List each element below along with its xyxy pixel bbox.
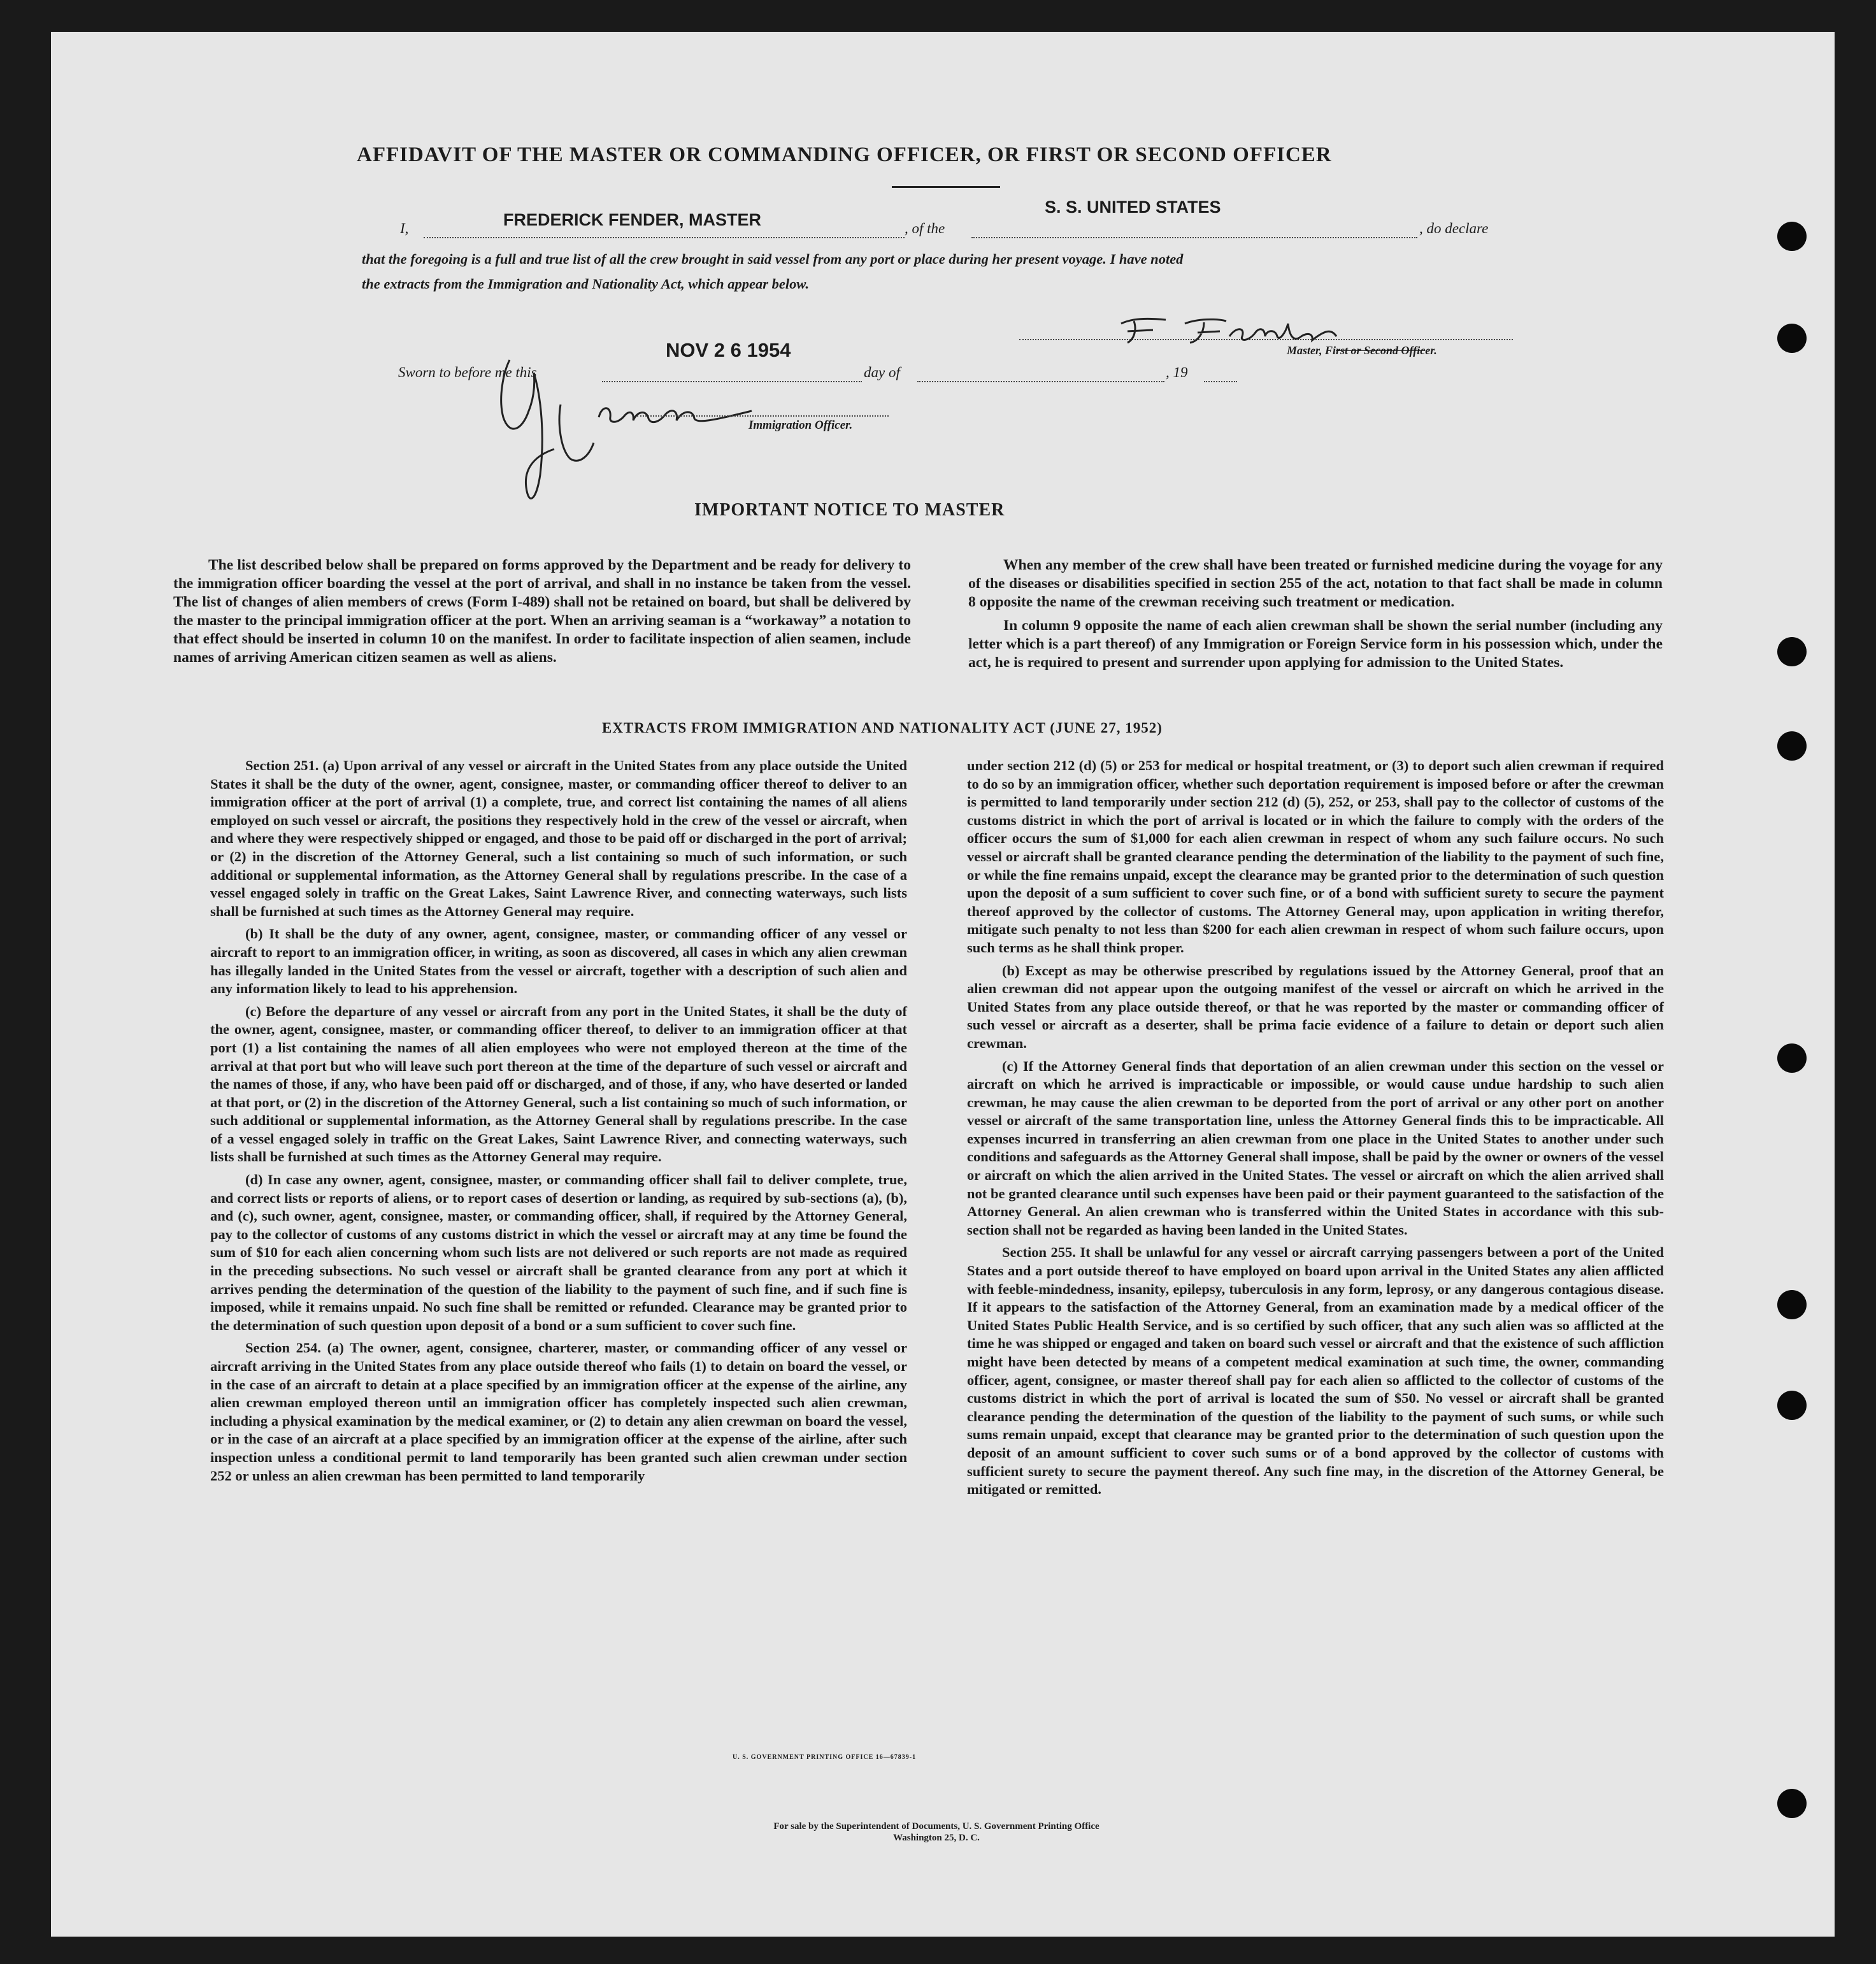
sale-line-1: For sale by the Superintendent of Documents, U. S. Government Printing Office bbox=[773, 1821, 1099, 1831]
master-signature bbox=[1108, 305, 1338, 349]
affidavit-title: AFFIDAVIT OF THE MASTER OR COMMANDING OFFICER, OR FIRST OR SECOND OFFICER bbox=[357, 143, 1332, 166]
section-paragraph: Section 251. (a) Upon arrival of any vessel or aircraft in the United States from any place outside the United States it shall be the duty of the owner, agent, consignee, master, or commanding officer thereof to deliver to an immigration officer at the port of arrival (1) a complete, true, and correct list containing the names of all aliens employed on such vessel or aircraft, the positions they respectively hold in the crew of the vessel or aircraft, when and where they were respectively shipped or engaged, and those to be paid off or discharged in the port of arrival; or (2) in the discretion of the Attorney General, such a list containing so much of such information, or such additional or supplemental information, as the Attorney General shall by regulations prescribe. In the case of a vessel engaged solely in traffic on the Great Lakes, Saint Lawrence River, and connecting waterways, such lists shall be furnished at such times as the Attorney General may require. bbox=[210, 757, 907, 919]
punch-hole bbox=[1777, 637, 1807, 666]
section-paragraph: (b) Except as may be otherwise prescribed by regulations issued by the Attorney General, proof that an alien crewman did not appear upon the outgoing manifest of the vessel or aircraft on which he arrived in the United States from any place outside thereof, or that he was reported by the master or commanding officer of such vessel or aircraft as a deserter, shall be prima facie evidence of a failure to detain or deport such alien crewman. bbox=[967, 962, 1664, 1051]
officer-signature bbox=[484, 347, 758, 513]
punch-hole bbox=[1777, 1290, 1807, 1319]
master-caption-a: Master, Fi bbox=[1287, 344, 1336, 357]
extracts-title: EXTRACTS FROM IMMIGRATION AND NATIONALITY ACT (JUNE 27, 1952) bbox=[602, 720, 1163, 736]
sale-notice bbox=[675, 1821, 1198, 1844]
section-paragraph: (b) It shall be the duty of any owner, agent, consignee, master, or commanding officer of any vessel or aircraft to report to an immigration officer, in writing, as soon as discovered, all cases in which any alien crewman has illegally landed in the United States from the vessel or aircraft, together with a description of such alien and any information likely to lead to his apprehension. bbox=[210, 926, 907, 997]
punch-hole bbox=[1777, 1043, 1807, 1073]
title-rule bbox=[892, 186, 1000, 188]
notice-right-column bbox=[968, 556, 1663, 677]
punch-hole bbox=[1777, 324, 1807, 353]
section-paragraph: under section 212 (d) (5) or 253 for medical or hospital treatment, or (3) to deport such alien crewman if required to do so by an immigration officer, whether such deportation requirement is imposed before or after the crewman is permitted to land temporarily under section 212 (d) (5), 252, or 253, shall pay to the collector of customs of the customs district in which the port of arrival is located or in which the failure to comply with the orders of the officer occurs the sum of $1,000 for each alien crewman in respect of whom any such failure occurs. No such vessel or aircraft shall be granted clearance pending the determination of the liability to the payment of such fine, or while the fine remains unpaid, except the clearance may be granted prior to the determination of such question upon the deposit of a sum sufficient to cover such fine, or of a bond with sufficient surety to secure the payment thereof approved by the collector of customs. The Attorney General may, upon application in writing therefor, mitigate such penalty to not less than $200 for each alien crewman in respect of whom such failure occurs, upon such terms as he shall think proper. bbox=[967, 757, 1664, 956]
of-the-label: , of the bbox=[905, 220, 945, 236]
extracts-left-column bbox=[210, 757, 907, 1489]
master-caption-strike: rst or Second Offic bbox=[1336, 344, 1426, 357]
section-paragraph: Section 254. (a) The owner, agent, consignee, charterer, master, or commanding officer of any vessel or aircraft arriving in the United States from any place outside thereof who fails (1) to detain on board the vessel, or in the case of an aircraft to detain at a place specified by an immigration officer at the expense of the airline, any alien crewman employed thereon until an immigration officer has completely inspected such alien crewman, including a physical examination by the medical examiner, or (2) to detain any alien crewman on board the vessel, or in the case of an aircraft at a place specified by an immigration officer at the expense of the airline, after such inspection unless a conditional permit to land temporarily has been granted such alien crewman under section 252 or unless an alien crewman has been permitted to land temporarily bbox=[210, 1340, 907, 1484]
notice-paragraph: The list described below shall be prepared on forms approved by the Department and be ready for delivery to the immigration officer boarding the vessel at the port of arrival, and shall in no instance be taken from the vessel. The list of changes of alien members of crews (Form I-489) shall not be retained on board, but shall be delivered by the master to the principal immigration officer at the port. When an arriving seaman is a “workaway” a notation to that effect should be inserted in column 10 on the manifest. In order to facilitate inspection of alien seamen, include names of arriving American citizen seamen as well as aliens. bbox=[173, 557, 911, 666]
master-caption bbox=[1287, 344, 1437, 357]
year-label: , 19 bbox=[1166, 364, 1188, 380]
notice-title: IMPORTANT NOTICE TO MASTER bbox=[694, 500, 1005, 520]
vessel-name-field[interactable]: S. S. UNITED STATES bbox=[1045, 197, 1221, 217]
affidavit-prefix: I, bbox=[400, 220, 409, 236]
punch-hole bbox=[1777, 222, 1807, 251]
master-name-field[interactable]: FREDERICK FENDER, MASTER bbox=[503, 210, 762, 229]
notice-paragraph: In column 9 opposite the name of each alien crewman shall be shown the serial number (including any letter which is a part thereof) of any Immigration or Foreign Service form in his possession which, under the act, he is required to present and surrender upon applying for admission to the United States. bbox=[968, 617, 1663, 671]
name-field-line bbox=[424, 237, 905, 238]
master-caption-b: er. bbox=[1425, 344, 1437, 357]
affidavit-statement: that the foregoing is a full and true list of all the crew brought in said vessel from any port or place during her present voyage. I have noted bbox=[362, 251, 1184, 267]
section-paragraph: Section 255. It shall be unlawful for any vessel or aircraft carrying passengers between a port of the United States and a port outside thereof to have employed on board upon arrival in the United States any alien afflicted with feeble-mindedness, insanity, epilepsy, tuberculosis in any form, leprosy, or any dangerous contagious disease. If it appears to the satisfaction of the Attorney General, from an examination made by a medical officer of the United States Public Health Service, and is so certified by such officer, that any such alien was so afflicted at the time he was shipped or engaged and taken on board such vessel or aircraft and that the existence of such affliction might have been detected by means of a competent medical examination at such time, the owner, commanding officer, agent, consignee, or master thereof shall pay for each alien so afflicted to the collector of customs of the customs district in which the port of arrival is located the sum of $50. No vessel or aircraft shall be granted clearance pending the determination of the question of the liability to the payment of such sums, or while such sums remain unpaid, except that clearance may be granted prior to the determination of such question upon the deposit of an amount sufficient to cover such sums or of a bond approved by the collector of customs with sufficient surety to secure the payment thereof. Any such fine may, in the discretion of the Attorney General, be mitigated or remitted. bbox=[967, 1244, 1664, 1498]
day-of-label: day of bbox=[864, 364, 900, 380]
sworn-month-line bbox=[917, 381, 1164, 382]
sworn-date-stamp: NOV 2 6 1954 bbox=[666, 339, 791, 361]
vessel-field-line bbox=[971, 237, 1417, 238]
sworn-label: Sworn to before me this bbox=[398, 364, 537, 380]
section-paragraph: (d) In case any owner, agent, consignee, master, or commanding officer shall fail to deliver complete, true, and correct lists or reports of aliens, or to report cases of desertion or landing, as required by sub-sections (a), (b), and (c), such owner, agent, consignee, master, or commanding officer, shall, if required by the Attorney General, pay to the collector of customs of any customs district in which the vessel or aircraft may at any time be found the sum of $10 for each alien concerning whom such lists are not delivered or such reports are not made as required in the preceding subsections. No such vessel or aircraft shall be granted clearance from any port at which it arrives pending the determination of the question of the liability to the payment of such fine, and if such fine is imposed, while it remains unpaid. No such fine shall be remitted or refunded. Clearance may be granted prior to the determination of such question upon deposit of a bond or a sum sufficient to cover such fine. bbox=[210, 1172, 907, 1333]
affidavit-statement-cont: the extracts from the Immigration and Nationality Act, which appear below. bbox=[362, 276, 810, 292]
sale-line-2: Washington 25, D. C. bbox=[893, 1833, 980, 1843]
notice-paragraph: When any member of the crew shall have been treated or furnished medicine during the voyage for any of the diseases or disabilities specified in section 255 of the act, notation to that fact shall be made in column 8 opposite the name of the crewman receiving such treatment or medication. bbox=[968, 557, 1663, 610]
section-paragraph: (c) Before the departure of any vessel or aircraft from any port in the United States, it shall be the duty of the owner, agent, consignee, master, or commanding officer thereof, to deliver to an immigration officer at that port (1) a list containing the names of all alien employees who were not employed thereon at the time of the arrival at that port but who will leave such port thereon at the time of the departure of such vessel or aircraft and the names of those, if any, who have been paid off or discharged, and of those, if any, who have deserted or landed at that port, or (2) in the discretion of the Attorney General, such a list containing so much of such information, or such additional or supplemental information, as the Attorney General shall by regulations prescribe. In the case of a vessel engaged solely in traffic on the Great Lakes, Saint Lawrence River, and connecting waterways, such lists shall be furnished at such times as the Attorney General may require. bbox=[210, 1003, 907, 1165]
immigration-officer-caption: Immigration Officer. bbox=[748, 419, 853, 432]
printing-office-imprint: U. S. GOVERNMENT PRINTING OFFICE 16—67839-1 bbox=[733, 1754, 917, 1761]
immigration-officer-line bbox=[637, 415, 889, 417]
extracts-right-column bbox=[967, 757, 1664, 1503]
punch-hole bbox=[1777, 1391, 1807, 1420]
notice-left-column bbox=[173, 556, 911, 672]
punch-hole bbox=[1777, 1789, 1807, 1818]
sworn-year-line bbox=[1204, 381, 1237, 382]
do-declare-label: , do declare bbox=[1419, 220, 1489, 236]
section-paragraph: (c) If the Attorney General finds that deportation of an alien crewman under this section on the vessel or aircraft on which he arrived is impracticable or impossible, or would cause undue hardship to such alien crewman, he may cause the alien crewman to be deported from the port of arrival or any other port on another vessel or aircraft of the same transportation line, unless the Attorney General finds this to be impracticable. All expenses incurred in transferring an alien crewman from one place in the United States to another under such conditions and safeguards as the Attorney General shall impose, shall be paid by the owner or owners of the vessel or aircraft on which the alien arrived in the United States. The vessel or aircraft on which the alien arrived shall not be granted clearance until such expenses have been paid or their payment guaranteed to the satisfaction of the Attorney General. An alien crewman who is transferred within the United States in accordance with this sub-section shall not be regarded as having been landed in the United States. bbox=[967, 1057, 1664, 1238]
punch-hole bbox=[1777, 731, 1807, 761]
